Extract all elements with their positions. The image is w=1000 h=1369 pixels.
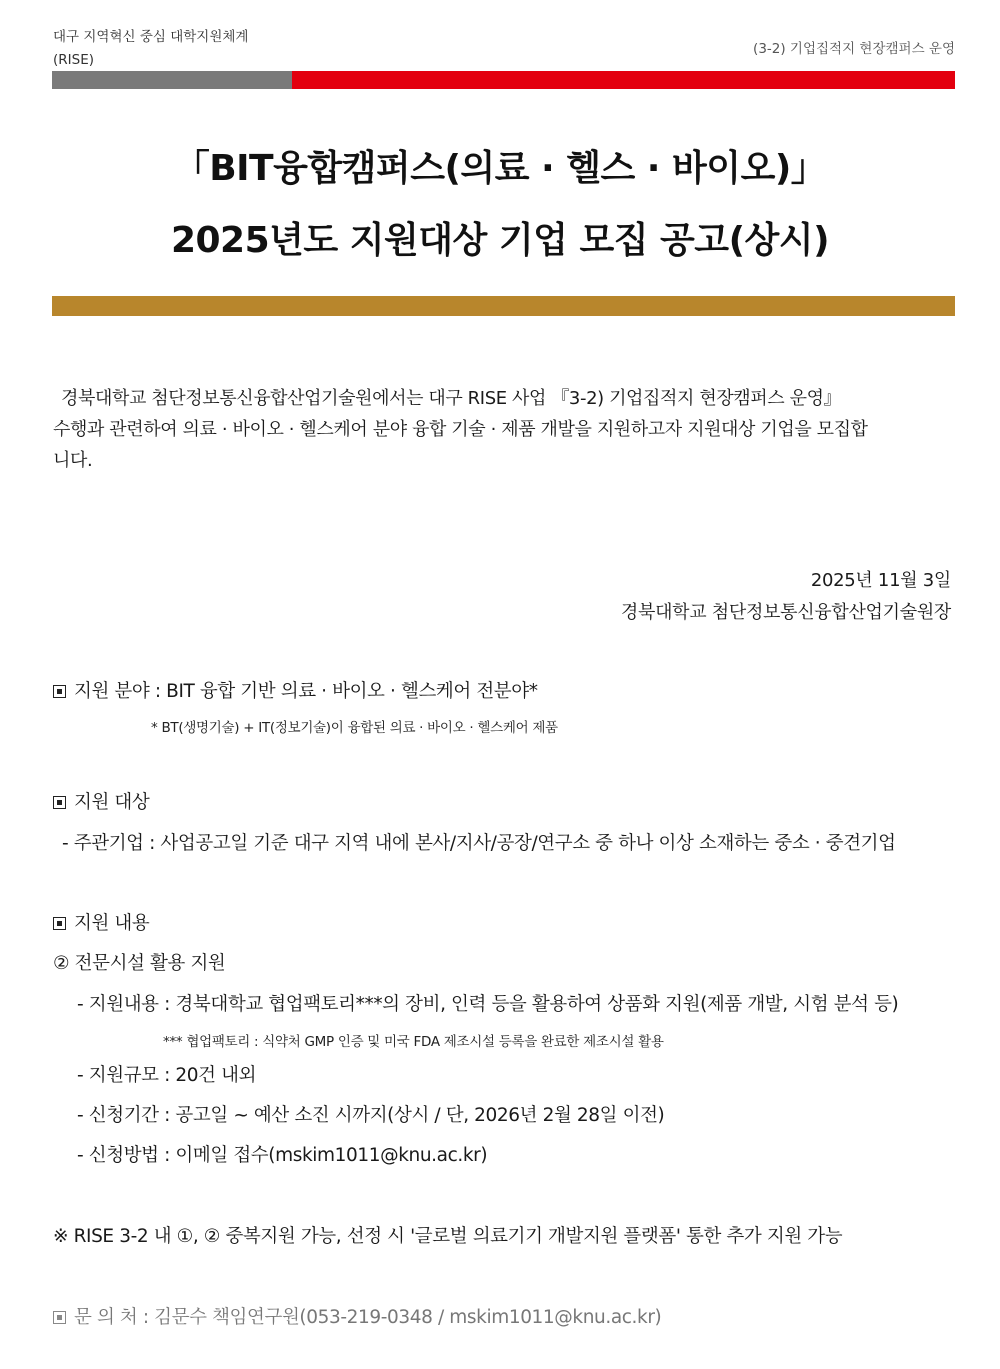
square-bullet-icon [53, 1311, 66, 1324]
content-item-scale: - 지원규모 : 20건 내외 [77, 1065, 257, 1086]
title-divider-bar [52, 296, 955, 316]
section-field-text: 지원 분야 : BIT 융합 기반 의료 · 바이오 · 헬스케어 전분야* [74, 681, 538, 702]
field-footnote: * BT(생명기술) + IT(정보기술)이 융합된 의료 · 바이오 · 헬스케어 제품 [151, 720, 558, 736]
section-target-text: 지원 대상 [74, 792, 150, 813]
issue-date: 2025년 11월 3일 [810, 570, 951, 591]
contact-text: 문 의 처 : 김문수 책임연구원(053-219-0348 / mskim1011@knu.ac.kr) [74, 1307, 662, 1328]
section-field-heading [53, 677, 538, 703]
header-left [53, 26, 248, 72]
section-content-heading [53, 909, 149, 935]
square-bullet-icon [53, 917, 66, 930]
content-item-details: - 지원내용 : 경북대학교 협업팩토리***의 장비, 인력 등을 활용하여 상품화 지원(제품 개발, 시험 분석 등) [77, 994, 899, 1015]
issuer-org: 경북대학교 첨단정보통신융합산업기술원장 [620, 602, 951, 623]
header-program-abbr: (RISE) [53, 52, 94, 68]
section-target-heading [53, 788, 149, 814]
intro-line-1: 경북대학교 첨단정보통신융합산업기술원에서는 대구 RISE 사업 『3-2) 기업집적지 현장캠퍼스 운영』 [61, 388, 842, 409]
content-item-method: - 신청방법 : 이메일 접수(mskim1011@knu.ac.kr) [77, 1145, 488, 1166]
intro-line-3: 니다. [53, 450, 93, 471]
title-line-2: 2025년도 지원대상 기업 모집 공고(상시) [170, 220, 830, 261]
target-item: - 주관기업 : 사업공고일 기준 대구 지역 내에 본사/지사/공장/연구소 중 하나 이상 소재하는 중소 · 중견기업 [62, 833, 896, 854]
intro-paragraph [53, 383, 953, 476]
header-program-name: 대구 지역혁신 중심 대학지원체계 [53, 29, 249, 45]
content-subheading: ② 전문시설 활용 지원 [53, 953, 226, 974]
remark-note: ※ RISE 3-2 내 ①, ② 중복지원 가능, 선정 시 '글로벌 의료기기 개발지원 플랫폼' 통한 추가 지원 가능 [53, 1226, 843, 1247]
title-line-1: 「BIT융합캠퍼스(의료 · 헬스 · 바이오)」 [173, 148, 827, 189]
square-bullet-icon [53, 796, 66, 809]
section-content-text: 지원 내용 [74, 913, 150, 934]
square-bullet-icon [53, 685, 66, 698]
header-bar-red [292, 71, 955, 89]
intro-line-2: 수행과 관련하여 의료 · 바이오 · 헬스케어 분야 융합 기술 · 제품 개발을 지원하고자 지원대상 기업을 모집합 [53, 419, 868, 440]
header-project-name: (3-2) 기업집적지 현장캠퍼스 운영 [753, 41, 955, 57]
header-bar-gray [52, 71, 292, 89]
issuer-block [621, 565, 951, 629]
contact-line [53, 1303, 661, 1329]
content-item-period: - 신청기간 : 공고일 ~ 예산 소진 시까지(상시 / 단, 2026년 2월 28일 이전) [77, 1105, 665, 1126]
content-footnote: *** 협업팩토리 : 식약처 GMP 인증 및 미국 FDA 제조시설 등록을 완료한 제조시설 활용 [163, 1034, 664, 1050]
